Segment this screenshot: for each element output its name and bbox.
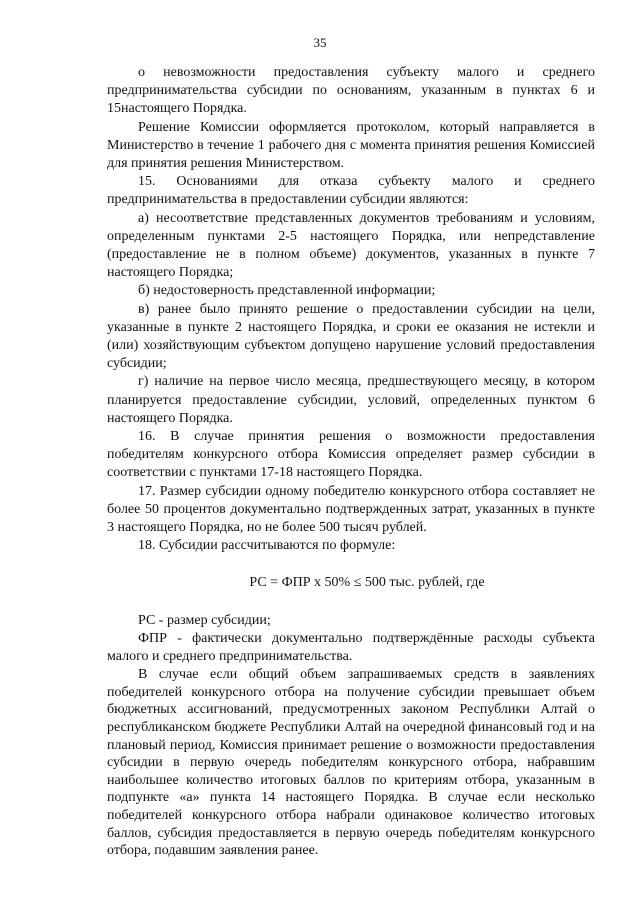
list-item-g: г) наличие на первое число месяца, предшествующего месяцу, в котором планируется предоставление субсидии, условий, определенных пунктом 6 настоящего Порядка. [107, 374, 595, 426]
paragraph-15-refusal-grounds: 15. Основаниями для отказа субъекту малого и среднего предпринимательства в предоставлении субсидии являются: [107, 174, 595, 208]
paragraph-17: 17. Размер субсидии одному победителю конкурсного отбора составляет не более 50 процентов документально подтвержденных затрат, указанных в пункте 3 настоящего Порядка, но не более 500 тысяч рублей. [107, 483, 595, 536]
list-item-b: б) недостоверность представленной информации; [138, 283, 436, 299]
paragraph-commission-decision: Решение Комиссии оформляется протоколом, который направляется в Министерство в течение 1 рабочего дня с момента принятия решения Комиссией для принятия решения Министерством. [107, 119, 595, 172]
definition-rs: РС - размер субсидии; [138, 612, 271, 628]
paragraph-insufficient-budget: В случае если общий объем запрашиваемых средств в заявлениях победителей конкурсного отбора на получение субсидии превышает объем бюджетных ассигнований, предусмотренных законом Республики Алтай о республиканском бюджете Республики Алтай на очередной финансовый год и на плановый период, Комиссия принимает решение о возможности предоставления субсидии в первую очередь победителям конкурсного отбора, набравшим наибольшее количество итоговых баллов по критериям отбора, указанным в подпункте «а» пункта 14 настоящего Порядка. В случае если несколько победителей конкурсного отбора набрали одинаковое количество итоговых баллов, субсидия предоставляется в первую очередь победителям конкурсного отбора, подавшим заявления ранее. [107, 667, 595, 859]
document-body [107, 64, 595, 860]
page-number: 35 [313, 35, 327, 50]
paragraph-16: 16. В случае принятия решения о возможности предоставления победителям конкурсного отбора Комиссия определяет размер субсидии в соответствии с пунктами 17-18 настоящего Порядка. [107, 429, 595, 481]
list-item-a: а) несоответствие представленных документов требованиям и условиям, определенным пунктами 2-5 настоящего Порядка, или непредставление (предоставление не в полном объеме) документов, указанных в пункте 7 настоящего Порядка; [107, 210, 595, 281]
subsidy-formula: РС = ФПР х 50% ≤ 500 тыс. рублей, где [249, 575, 485, 591]
paragraph-continuation: о невозможности предоставления субъекту малого и среднего предпринимательства субсидии по основаниям, указанным в пунктах 6 и 15настоящего Порядка. [107, 65, 595, 117]
list-item-v: в) ранее было принято решение о предоставлении субсидии на цели, указанные в пункте 2 настоящего Порядка, и сроки ее оказания не истекли и (или) хозяйствующим субъектом допущено нарушение условий предоставления субсидии; [107, 301, 595, 372]
paragraph-18: 18. Субсидии рассчитываются по формуле: [138, 538, 396, 554]
definition-fpr: ФПР - фактически документально подтверждённые расходы субъекта малого и среднего предпринимательства. [107, 630, 595, 665]
